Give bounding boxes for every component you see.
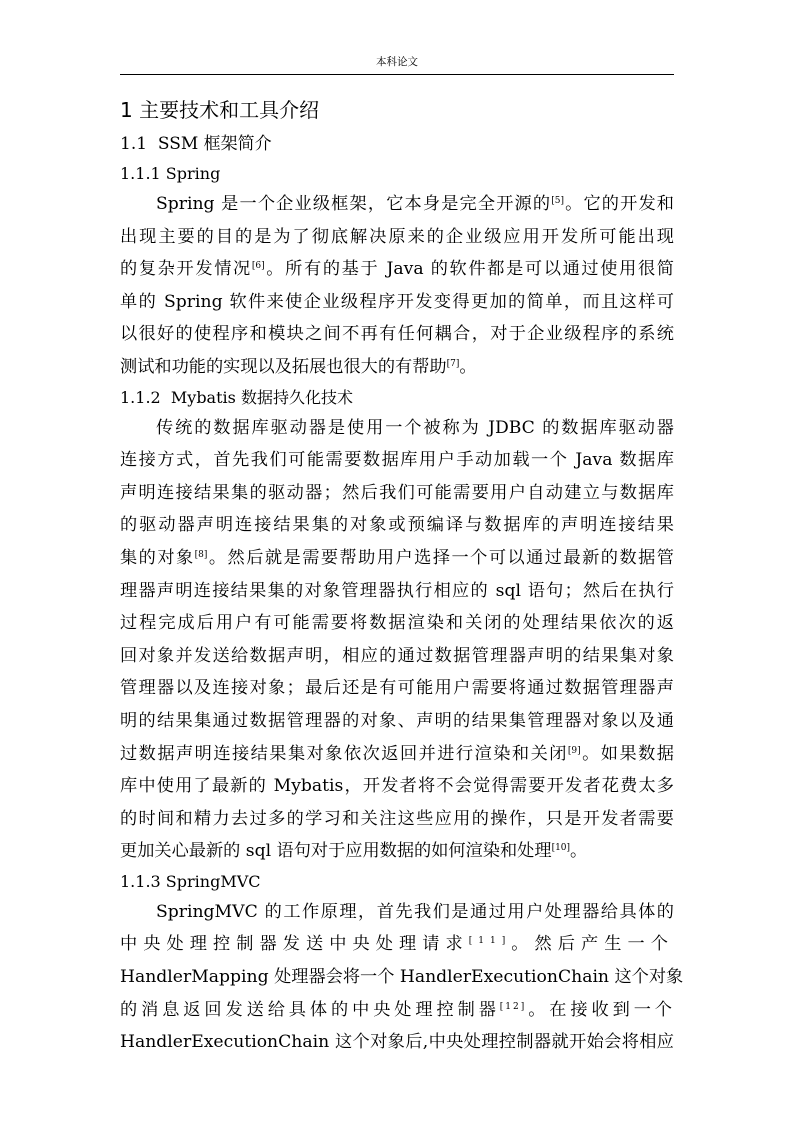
citation: [8] (194, 549, 208, 560)
text-line: 理器声明连接结果集的对象管理器执行相应的 sql 语句；然后在执行 (120, 580, 674, 601)
section-number: 1 (120, 98, 133, 122)
text-line: 的驱动器声明连接结果集的对象或预编译与数据库的声明连接结果 (120, 515, 674, 536)
text-line: HandlerMapping 处理器会将一个 HandlerExecutionChain 这个对象 (120, 967, 684, 988)
paragraph-springmvc (120, 896, 684, 1059)
text-line: SpringMVC 的工作原理，首先我们是通过用户处理器给具体的 (156, 901, 674, 922)
paragraph-mybatis (120, 412, 674, 868)
citation: [7] (446, 358, 460, 369)
text-line: 出现主要的目的是为了彻底解决原来的企业级应用开发所可能出现 (120, 226, 674, 247)
page-header: 本科论文 (376, 56, 418, 68)
text-line: Spring 是一个企业级框架，它本身是完全开源的[5]。它的开发和 (156, 194, 674, 214)
text-line: HandlerExecutionChain 这个对象后,中央处理控制器就开始会将相应 (120, 1032, 674, 1053)
text-line: 过数据声明连接结果集对象依次返回并进行渲染和关闭[9]。如果数据 (120, 743, 674, 764)
section-title-en: SSM (157, 134, 199, 154)
section-title: 主要技术和工具介绍 (139, 98, 320, 122)
document-body (120, 92, 684, 1059)
section-heading-1 (120, 92, 674, 128)
text-line: 中央处理控制器发送中央处理请求[11]。然后产生一个 (120, 934, 674, 955)
text-line: 测试和功能的实现以及拓展也很大的有帮助[7]。 (120, 356, 477, 377)
section-heading-1-1-2 (120, 384, 674, 412)
text-line: 明的结果集通过数据管理器的对象、声明的结果集管理器对象以及通 (120, 710, 674, 731)
text-line: 更加关心最新的 sql 语句对于应用数据的如何渲染和处理[10]。 (120, 841, 588, 862)
section-title: 数据持久化技术 (240, 387, 353, 407)
text-line: 库中使用了最新的 Mybatis，开发者将不会觉得需要开发者花费太多 (120, 776, 674, 797)
section-number: 1.1 (120, 134, 148, 154)
section-heading-1-1-1: 1.1.1 Spring (120, 164, 221, 183)
text-line: 集的对象[8]。然后就是需要帮助用户选择一个可以通过最新的数据管 (120, 547, 674, 568)
text-line: 以很好的使程序和模块之间不再有任何耦合，对于企业级程序的系统 (120, 324, 674, 345)
section-title: 框架简介 (203, 134, 272, 154)
section-heading-1-1-3: 1.1.3 SpringMVC (120, 871, 261, 891)
citation: [9] (567, 745, 581, 756)
section-title-en: Mybatis (170, 387, 236, 407)
citation: [10] (551, 843, 571, 854)
citation: [12] (499, 1001, 527, 1012)
citation: [11] (468, 936, 512, 947)
citation: [5] (551, 196, 564, 206)
text-line: 声明连接结果集的驱动器；然后我们可能需要用户自动建立与数据库 (120, 482, 674, 503)
text-line: 过程完成后用户有可能需要将数据渲染和关闭的处理结果依次的返 (120, 613, 674, 634)
text-line: 回对象并发送给数据声明，相应的通过数据管理器声明的结果集对象 (120, 645, 674, 666)
section-heading-1-1 (120, 128, 674, 160)
citation: [6] (251, 261, 265, 272)
text-line: 的复杂开发情况[6]。所有的基于 Java 的软件都是可以通过使用很简 (120, 259, 674, 280)
text-line: 的消息返回发送给具体的中央处理控制器[12]。在接收到一个 (120, 999, 674, 1020)
text-line: 单的 Spring 软件来使企业级程序开发变得更加的简单，而且这样可 (120, 291, 674, 312)
paragraph-spring (120, 188, 674, 384)
text-line: 管理器以及连接对象；最后还是有可能用户需要将通过数据管理器声 (120, 678, 674, 699)
text-line: 连接方式，首先我们可能需要数据库用户手动加载一个 Java 数据库 (120, 450, 674, 471)
section-number: 1.1.2 (120, 387, 161, 407)
text-line: 传统的数据库驱动器是使用一个被称为 JDBC 的数据库驱动器 (156, 417, 674, 438)
text-line: 的时间和精力去过多的学习和关注这些应用的操作，只是开发者需要 (120, 808, 674, 829)
header-rule (120, 74, 674, 75)
